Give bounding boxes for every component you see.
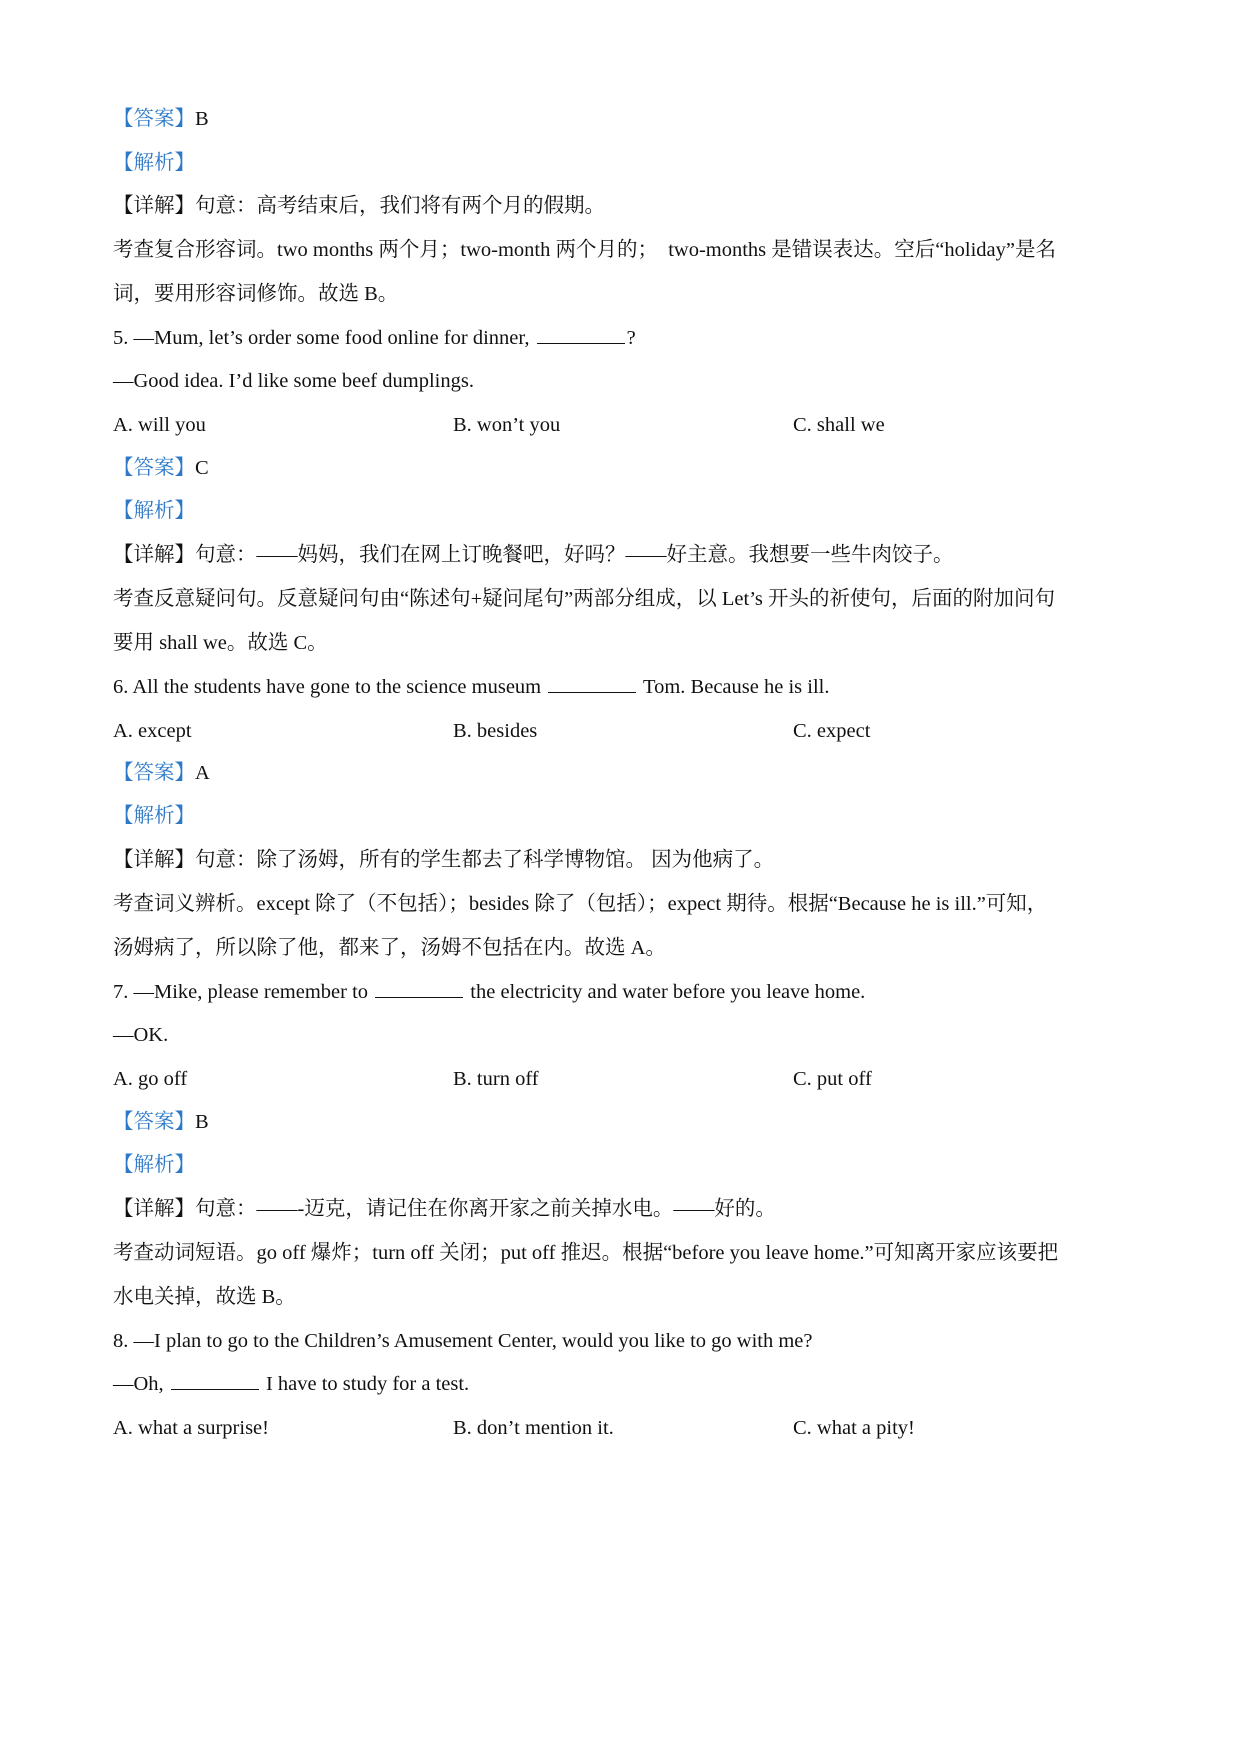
explanation-line: 考查反意疑问句。反意疑问句由“陈述句+疑问尾句”两部分组成，以 Let’s 开头的祈使句，后面的附加问句: [113, 588, 1055, 610]
stem-text: 6. All the students have gone to the science museum: [113, 676, 547, 698]
answer-blank: [537, 325, 625, 344]
explanation-line: 汤姆病了，所以除了他，都来了，汤姆不包括在内。故选 A。: [113, 937, 666, 959]
answer-value: A: [195, 762, 210, 784]
question-stem: 8. —I plan to go to the Children’s Amusement Center, would you like to go with me?: [113, 1330, 813, 1352]
answer-line: [113, 104, 209, 134]
options-row: [113, 410, 1113, 440]
answer-tag: 【答案】: [113, 1111, 195, 1133]
detail-line: 【详解】句意：除了汤姆，所有的学生都去了科学博物馆。 因为他病了。: [113, 849, 775, 871]
stem-text: ?: [626, 327, 636, 349]
question-stem: [113, 977, 865, 1007]
question-line: [113, 1369, 469, 1399]
explanation-line: 考查词义辨析。except 除了（不包括）；besides 除了（包括）；expect 期待。根据“Because he is ill.”可知，: [113, 893, 1048, 915]
answer-value: C: [195, 457, 209, 479]
stem-text: 7. —Mike, please remember to: [113, 981, 374, 1003]
stem-text: 5. —Mum, let’s order some food online for dinner,: [113, 327, 535, 349]
option-a: A. except: [113, 720, 192, 742]
option-b: B. don’t mention it.: [453, 1417, 614, 1439]
explanation-line: 考查动词短语。go off 爆炸；turn off 关闭；put off 推迟。根据“before you leave home.”可知离开家应该要把: [113, 1242, 1059, 1264]
option-a: A. go off: [113, 1068, 188, 1090]
answer-line: [113, 1107, 209, 1137]
explanation-line: 要用 shall we。故选 C。: [113, 632, 328, 654]
answer-blank: [375, 979, 463, 998]
option-c: C. put off: [793, 1068, 872, 1090]
analysis-tag: 【解析】: [113, 805, 195, 827]
option-c: C. what a pity!: [793, 1417, 915, 1439]
option-b: B. turn off: [453, 1068, 539, 1090]
analysis-tag: 【解析】: [113, 152, 195, 174]
analysis-tag: 【解析】: [113, 1154, 195, 1176]
stem-text: Tom. Because he is ill.: [638, 676, 830, 698]
explanation-line: 水电关掉，故选 B。: [113, 1286, 296, 1308]
question-line: —OK.: [113, 1024, 169, 1046]
stem-text: —Oh,: [113, 1373, 169, 1395]
detail-line: 【详解】句意：——-迈克，请记住在你离开家之前关掉水电。——好的。: [113, 1198, 776, 1220]
answer-blank: [171, 1371, 259, 1390]
stem-text: the electricity and water before you leave home.: [465, 981, 866, 1003]
question-line: —Good idea. I’d like some beef dumplings.: [113, 370, 474, 392]
explanation-line: 考查复合形容词。two months 两个月；two-month 两个月的； two-months 是错误表达。空后“holiday”是名: [113, 239, 1056, 261]
options-row: [113, 716, 1113, 746]
analysis-tag: 【解析】: [113, 500, 195, 522]
option-b: B. won’t you: [453, 414, 561, 436]
answer-tag: 【答案】: [113, 108, 195, 130]
option-b: B. besides: [453, 720, 538, 742]
options-row: [113, 1064, 1113, 1094]
option-c: C. expect: [793, 720, 871, 742]
detail-line: 【详解】句意：——妈妈，我们在网上订晚餐吧，好吗？——好主意。我想要一些牛肉饺子。: [113, 544, 954, 566]
explanation-line: 词，要用形容词修饰。故选 B。: [113, 283, 399, 305]
answer-value: B: [195, 1111, 209, 1133]
option-c: C. shall we: [793, 414, 885, 436]
answer-tag: 【答案】: [113, 457, 195, 479]
question-stem: [113, 323, 636, 353]
options-row: [113, 1413, 1113, 1443]
stem-text: I have to study for a test.: [260, 1373, 470, 1395]
detail-line: 【详解】句意：高考结束后，我们将有两个月的假期。: [113, 195, 605, 217]
answer-tag: 【答案】: [113, 762, 195, 784]
question-stem: [113, 672, 829, 702]
option-a: A. will you: [113, 414, 206, 436]
answer-line: [113, 758, 210, 788]
answer-line: [113, 453, 209, 483]
option-a: A. what a surprise!: [113, 1417, 269, 1439]
answer-value: B: [195, 108, 209, 130]
answer-blank: [548, 674, 636, 693]
